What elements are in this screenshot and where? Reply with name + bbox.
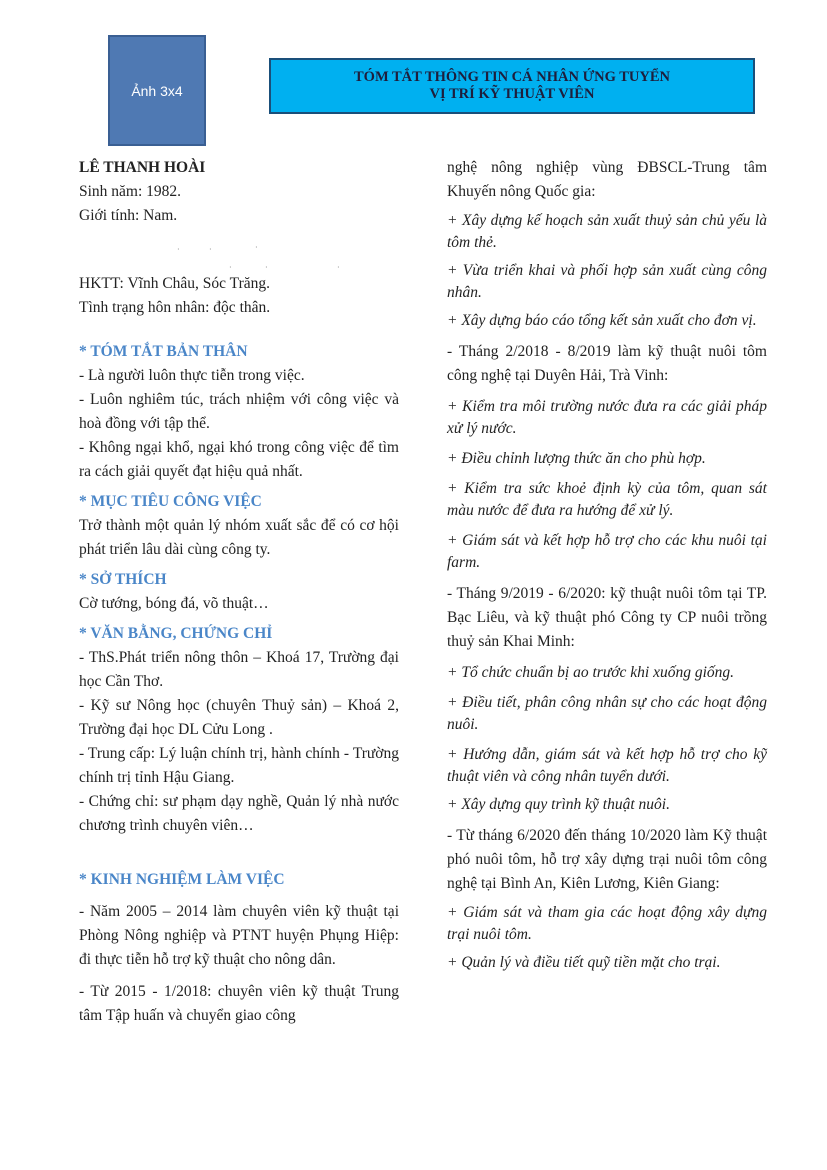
title-line-2: VỊ TRÍ KỸ THUẬT VIÊN [429, 86, 595, 102]
task-item: + Xây dựng quy trình kỹ thuật nuôi. [447, 796, 670, 813]
hktt: HKTT: Vĩnh Châu, Sóc Trăng. [79, 275, 270, 292]
title-line-1: TÓM TẮT THÔNG TIN CÁ NHÂN ỨNG TUYỂN [354, 69, 670, 85]
birth-year: Sinh năm: 1982. [79, 183, 182, 200]
experience-heading: * KINH NGHIỆM LÀM VIỆC [79, 871, 285, 888]
gender: Giới tính: Nam. [79, 207, 178, 224]
goal-heading: * MỤC TIÊU CÔNG VIỆC [79, 493, 262, 510]
degree-item: - Kỹ sư Nông học (chuyên Thuỷ sản) – Khoá 2, Trường đại học DL Cửu Long . [79, 697, 399, 738]
task-item: + Xây dựng báo cáo tổng kết sản xuất cho đơn vị. [447, 312, 757, 329]
task-item: + Giám sát và tham gia các hoạt động xây dựng trại nuôi tôm. [447, 904, 767, 943]
degree-item: - Chứng chỉ: sư phạm dạy nghề, Quản lý nhà nước chương trình chuyên viên… [79, 793, 399, 834]
experience-item: - Năm 2005 – 2014 làm chuyên viên kỹ thuật tại Phòng Nông nghiệp và PTNT huyện Phụng Hiệp: đi thực tiễn hỗ trợ kỹ thuật cho nông dân. [79, 903, 399, 968]
task-item: + Kiểm tra sức khoẻ định kỳ của tôm, quan sát màu nước để đưa ra hướng để xử lý. [447, 480, 767, 519]
summary-item: - Là người luôn thực tiễn trong việc. [79, 367, 305, 384]
left-column [79, 156, 399, 1028]
task-item: + Kiểm tra môi trường nước đưa ra các giải pháp xử lý nước. [447, 398, 767, 437]
task-item: + Giám sát và kết hợp hỗ trợ cho các khu nuôi tại farm. [447, 532, 767, 571]
task-item: + Xây dựng kế hoạch sản xuất thuỷ sản chủ yếu là tôm thẻ. [447, 212, 767, 251]
task-item: + Quản lý và điều tiết quỹ tiền mặt cho trại. [447, 954, 721, 971]
document-title-box [269, 58, 755, 114]
photo-placeholder [108, 35, 206, 146]
marital-status: Tình trạng hôn nhân: độc thân. [79, 299, 271, 316]
task-item: + Tổ chức chuẩn bị ao trước khi xuống giống. [447, 664, 735, 681]
task-item: + Điều chỉnh lượng thức ăn cho phù hợp. [447, 450, 706, 467]
experience-item: - Từ 2015 - 1/2018: chuyên viên kỹ thuật Trung tâm Tập huấn và chuyển giao công [79, 983, 399, 1024]
summary-heading: * TÓM TẮT BẢN THÂN [79, 343, 248, 360]
right-column [447, 156, 767, 974]
task-item: + Hướng dẫn, giám sát và kết hợp hỗ trợ cho kỹ thuật viên và công nhân tuyển dưới. [447, 746, 767, 785]
task-item: + Điều tiết, phân công nhân sự cho các hoạt động nuôi. [447, 694, 767, 733]
job-entry: - Từ tháng 6/2020 đến tháng 10/2020 làm Kỹ thuật phó nuôi tôm, hỗ trợ xây dựng trại nuôi tôm công nghệ tại Bình An, Kiên Lương, Kiên Giang: [447, 827, 767, 892]
goal-text: Trở thành một quản lý nhóm xuất sắc để có cơ hội phát triển lâu dài cùng công ty. [79, 517, 399, 558]
degrees-heading: * VĂN BẰNG, CHỨNG CHỈ [79, 625, 273, 642]
job-entry: - Tháng 2/2018 - 8/2019 làm kỹ thuật nuôi tôm công nghệ tại Duyên Hải, Trà Vinh: [447, 343, 767, 384]
degree-item: - ThS.Phát triển nông thôn – Khoá 17, Trường đại học Cần Thơ. [79, 649, 399, 690]
hobbies-text: Cờ tướng, bóng đá, võ thuật… [79, 595, 269, 612]
summary-item: - Luôn nghiêm túc, trách nhiệm với công việc và hoà đồng với tập thể. [79, 391, 399, 432]
summary-item: - Không ngại khổ, ngại khó trong công việc để tìm ra cách giải quyết đạt hiệu quả nhất. [79, 439, 399, 480]
candidate-name: LÊ THANH HOÀI [79, 159, 206, 176]
photo-label: Ảnh 3x4 [131, 82, 183, 99]
redacted-lines: · · · · · · [177, 243, 340, 272]
degree-item: - Trung cấp: Lý luận chính trị, hành chính - Trường chính trị tỉnh Hậu Giang. [79, 745, 399, 786]
hobbies-heading: * SỞ THÍCH [79, 571, 167, 588]
experience-continuation: nghệ nông nghiệp vùng ĐBSCL-Trung tâm Khuyến nông Quốc gia: [447, 159, 767, 200]
job-entry: - Tháng 9/2019 - 6/2020: kỹ thuật nuôi tôm tại TP. Bạc Liêu, và kỹ thuật phó Công ty CP nuôi trồng thuỷ sản Khai Minh: [447, 585, 767, 650]
task-item: + Vừa triển khai và phối hợp sản xuất cùng công nhân. [447, 262, 767, 301]
